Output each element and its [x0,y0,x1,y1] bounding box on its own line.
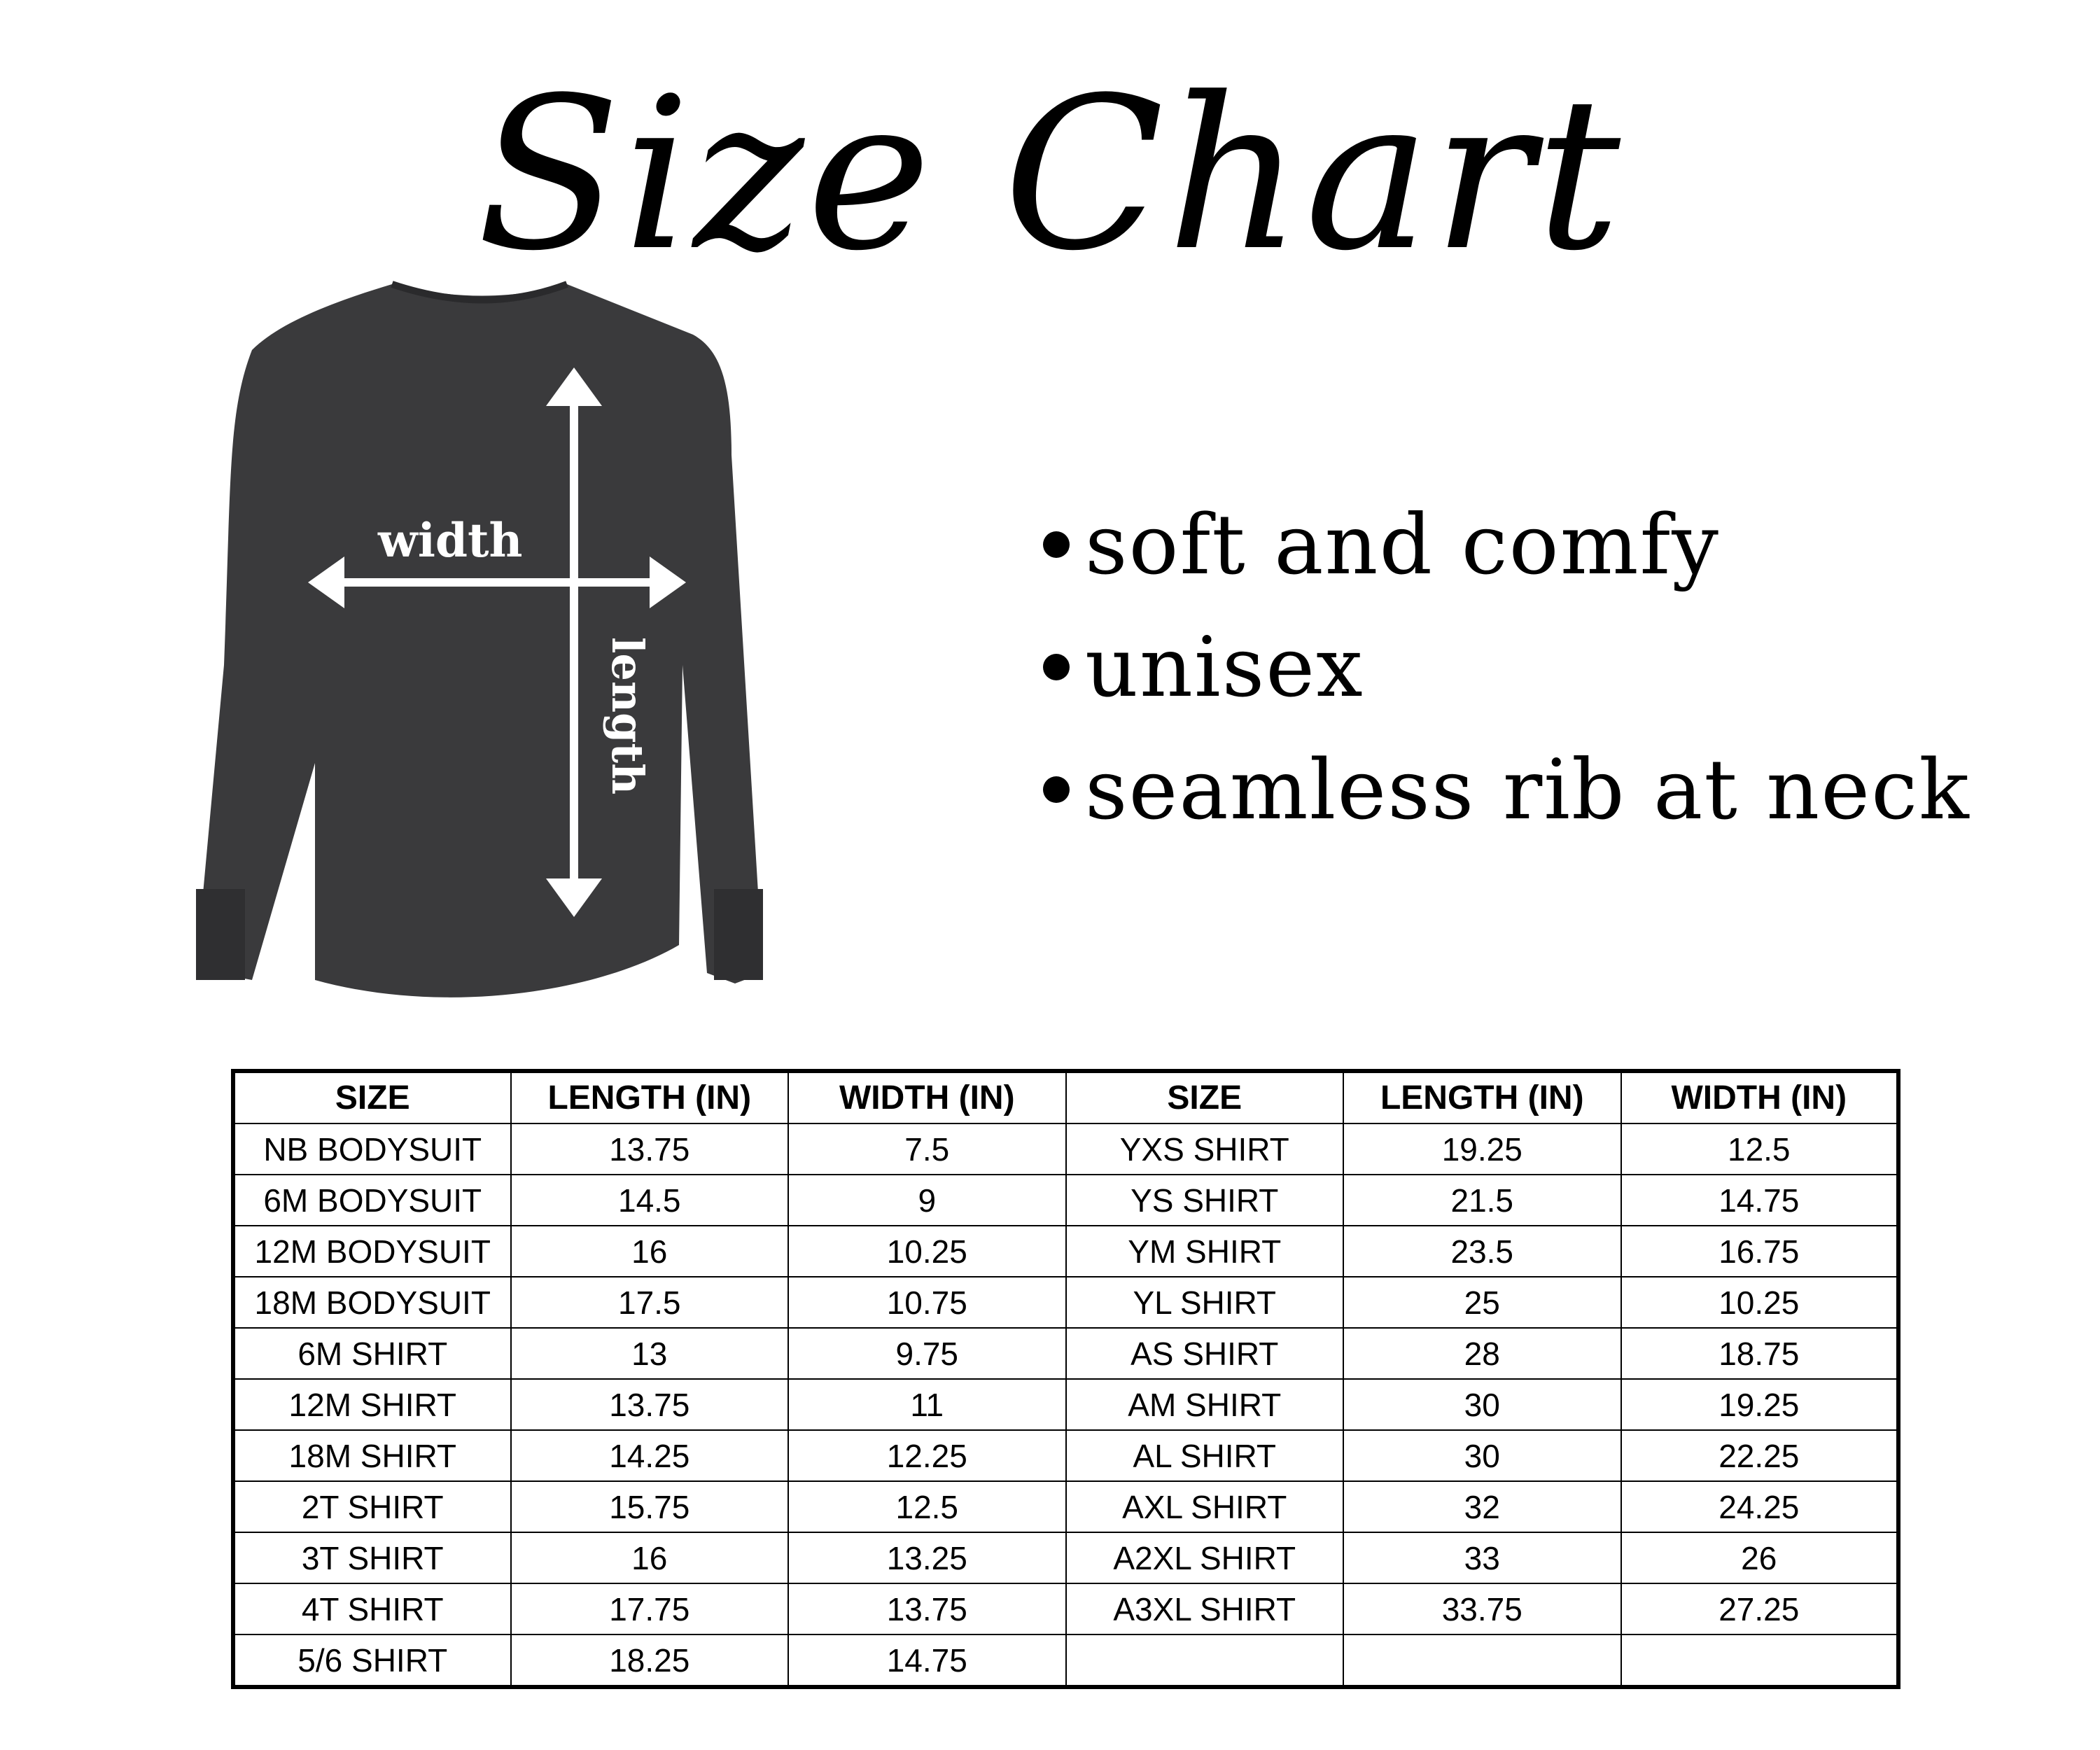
table-cell: 18.75 [1621,1328,1899,1379]
length-label: length [602,637,653,795]
feature-text: soft and comfy [1085,496,1720,593]
table-cell [1621,1634,1899,1687]
table-cell: 4T SHIRT [233,1583,511,1634]
width-label: width [378,513,523,568]
table-cell: 19.25 [1621,1379,1899,1430]
table-cell: 25 [1343,1277,1621,1328]
table-row [233,1277,1898,1328]
table-cell: 7.5 [788,1124,1066,1175]
table-cell: 28 [1343,1328,1621,1379]
table-cell: 30 [1343,1379,1621,1430]
table-cell: YS SHIRT [1066,1175,1344,1226]
table-row [233,1175,1898,1226]
table-cell: 14.5 [511,1175,789,1226]
table-cell: 26 [1621,1532,1899,1583]
table-cell: 30 [1343,1430,1621,1481]
table-row [233,1634,1898,1687]
table-cell: 12.5 [1621,1124,1899,1175]
table-row [233,1532,1898,1583]
table-cell: 18M SHIRT [233,1430,511,1481]
table-cell: 5/6 SHIRT [233,1634,511,1687]
table-cell: 14.75 [1621,1175,1899,1226]
table-cell: 9 [788,1175,1066,1226]
column-header: SIZE [233,1071,511,1124]
table-cell: 2T SHIRT [233,1481,511,1532]
left-cuff [196,889,245,980]
table-cell: NB BODYSUIT [233,1124,511,1175]
table-cell: 19.25 [1343,1124,1621,1175]
table-cell: 13 [511,1328,789,1379]
table-cell: YXS SHIRT [1066,1124,1344,1175]
table-cell: 11 [788,1379,1066,1430]
feature-text: unisex [1085,618,1364,715]
table-row [233,1328,1898,1379]
table-row [233,1481,1898,1532]
table-cell: 16 [511,1532,789,1583]
table-cell: 18M BODYSUIT [233,1277,511,1328]
table-cell: AL SHIRT [1066,1430,1344,1481]
table-cell: 15.75 [511,1481,789,1532]
table-cell: 12.25 [788,1430,1066,1481]
feature-item [1043,483,2023,606]
page-title: Size Chart [477,52,1623,297]
table-cell: AS SHIRT [1066,1328,1344,1379]
table-cell: 17.5 [511,1277,789,1328]
table-cell: 13.25 [788,1532,1066,1583]
shirt-illustration [161,273,791,1029]
table-body [233,1124,1898,1687]
column-header: LENGTH (IN) [1343,1071,1621,1124]
table-cell [1343,1634,1621,1687]
table-cell: 33 [1343,1532,1621,1583]
size-table [231,1069,1900,1689]
table-cell: 24.25 [1621,1481,1899,1532]
table-cell: 16.75 [1621,1226,1899,1277]
table-cell: 14.25 [511,1430,789,1481]
table-cell [1066,1634,1344,1687]
column-header: LENGTH (IN) [511,1071,789,1124]
long-sleeve-shirt-image [161,273,791,1029]
table-cell: 23.5 [1343,1226,1621,1277]
table-cell: 10.75 [788,1277,1066,1328]
table-cell: 13.75 [788,1583,1066,1634]
table-cell: A3XL SHIRT [1066,1583,1344,1634]
shirt-shape [196,284,763,997]
table-cell: AXL SHIRT [1066,1481,1344,1532]
table-cell: 18.25 [511,1634,789,1687]
feature-item [1043,606,2023,728]
table-cell: 6M SHIRT [233,1328,511,1379]
table-cell: 13.75 [511,1379,789,1430]
table-cell: 12.5 [788,1481,1066,1532]
table-cell: 27.25 [1621,1583,1899,1634]
column-header: WIDTH (IN) [788,1071,1066,1124]
table-cell: YM SHIRT [1066,1226,1344,1277]
bullet-icon [1043,776,1070,803]
feature-item [1043,728,2023,850]
table-row [233,1379,1898,1430]
table-cell: 10.25 [1621,1277,1899,1328]
table-cell: 10.25 [788,1226,1066,1277]
table-cell: AM SHIRT [1066,1379,1344,1430]
table-row [233,1430,1898,1481]
table-header-row [233,1071,1898,1124]
column-header: WIDTH (IN) [1621,1071,1899,1124]
bullet-icon [1043,531,1070,558]
table-row [233,1124,1898,1175]
feature-list [1043,483,2023,850]
table-cell: 32 [1343,1481,1621,1532]
bullet-icon [1043,654,1070,680]
table-header [233,1071,1898,1124]
table-cell: 6M BODYSUIT [233,1175,511,1226]
feature-text: seamless rib at neck [1085,741,1970,838]
table-cell: 3T SHIRT [233,1532,511,1583]
table-cell: 21.5 [1343,1175,1621,1226]
table-cell: 22.25 [1621,1430,1899,1481]
column-header: SIZE [1066,1071,1344,1124]
table-cell: 9.75 [788,1328,1066,1379]
table-cell: 12M BODYSUIT [233,1226,511,1277]
table-cell: 16 [511,1226,789,1277]
table-row [233,1583,1898,1634]
table-row [233,1226,1898,1277]
table-cell: 17.75 [511,1583,789,1634]
right-cuff [714,889,763,980]
table-cell: 13.75 [511,1124,789,1175]
table-cell: YL SHIRT [1066,1277,1344,1328]
table-cell: 33.75 [1343,1583,1621,1634]
table-cell: A2XL SHIRT [1066,1532,1344,1583]
table-cell: 12M SHIRT [233,1379,511,1430]
table-cell: 14.75 [788,1634,1066,1687]
